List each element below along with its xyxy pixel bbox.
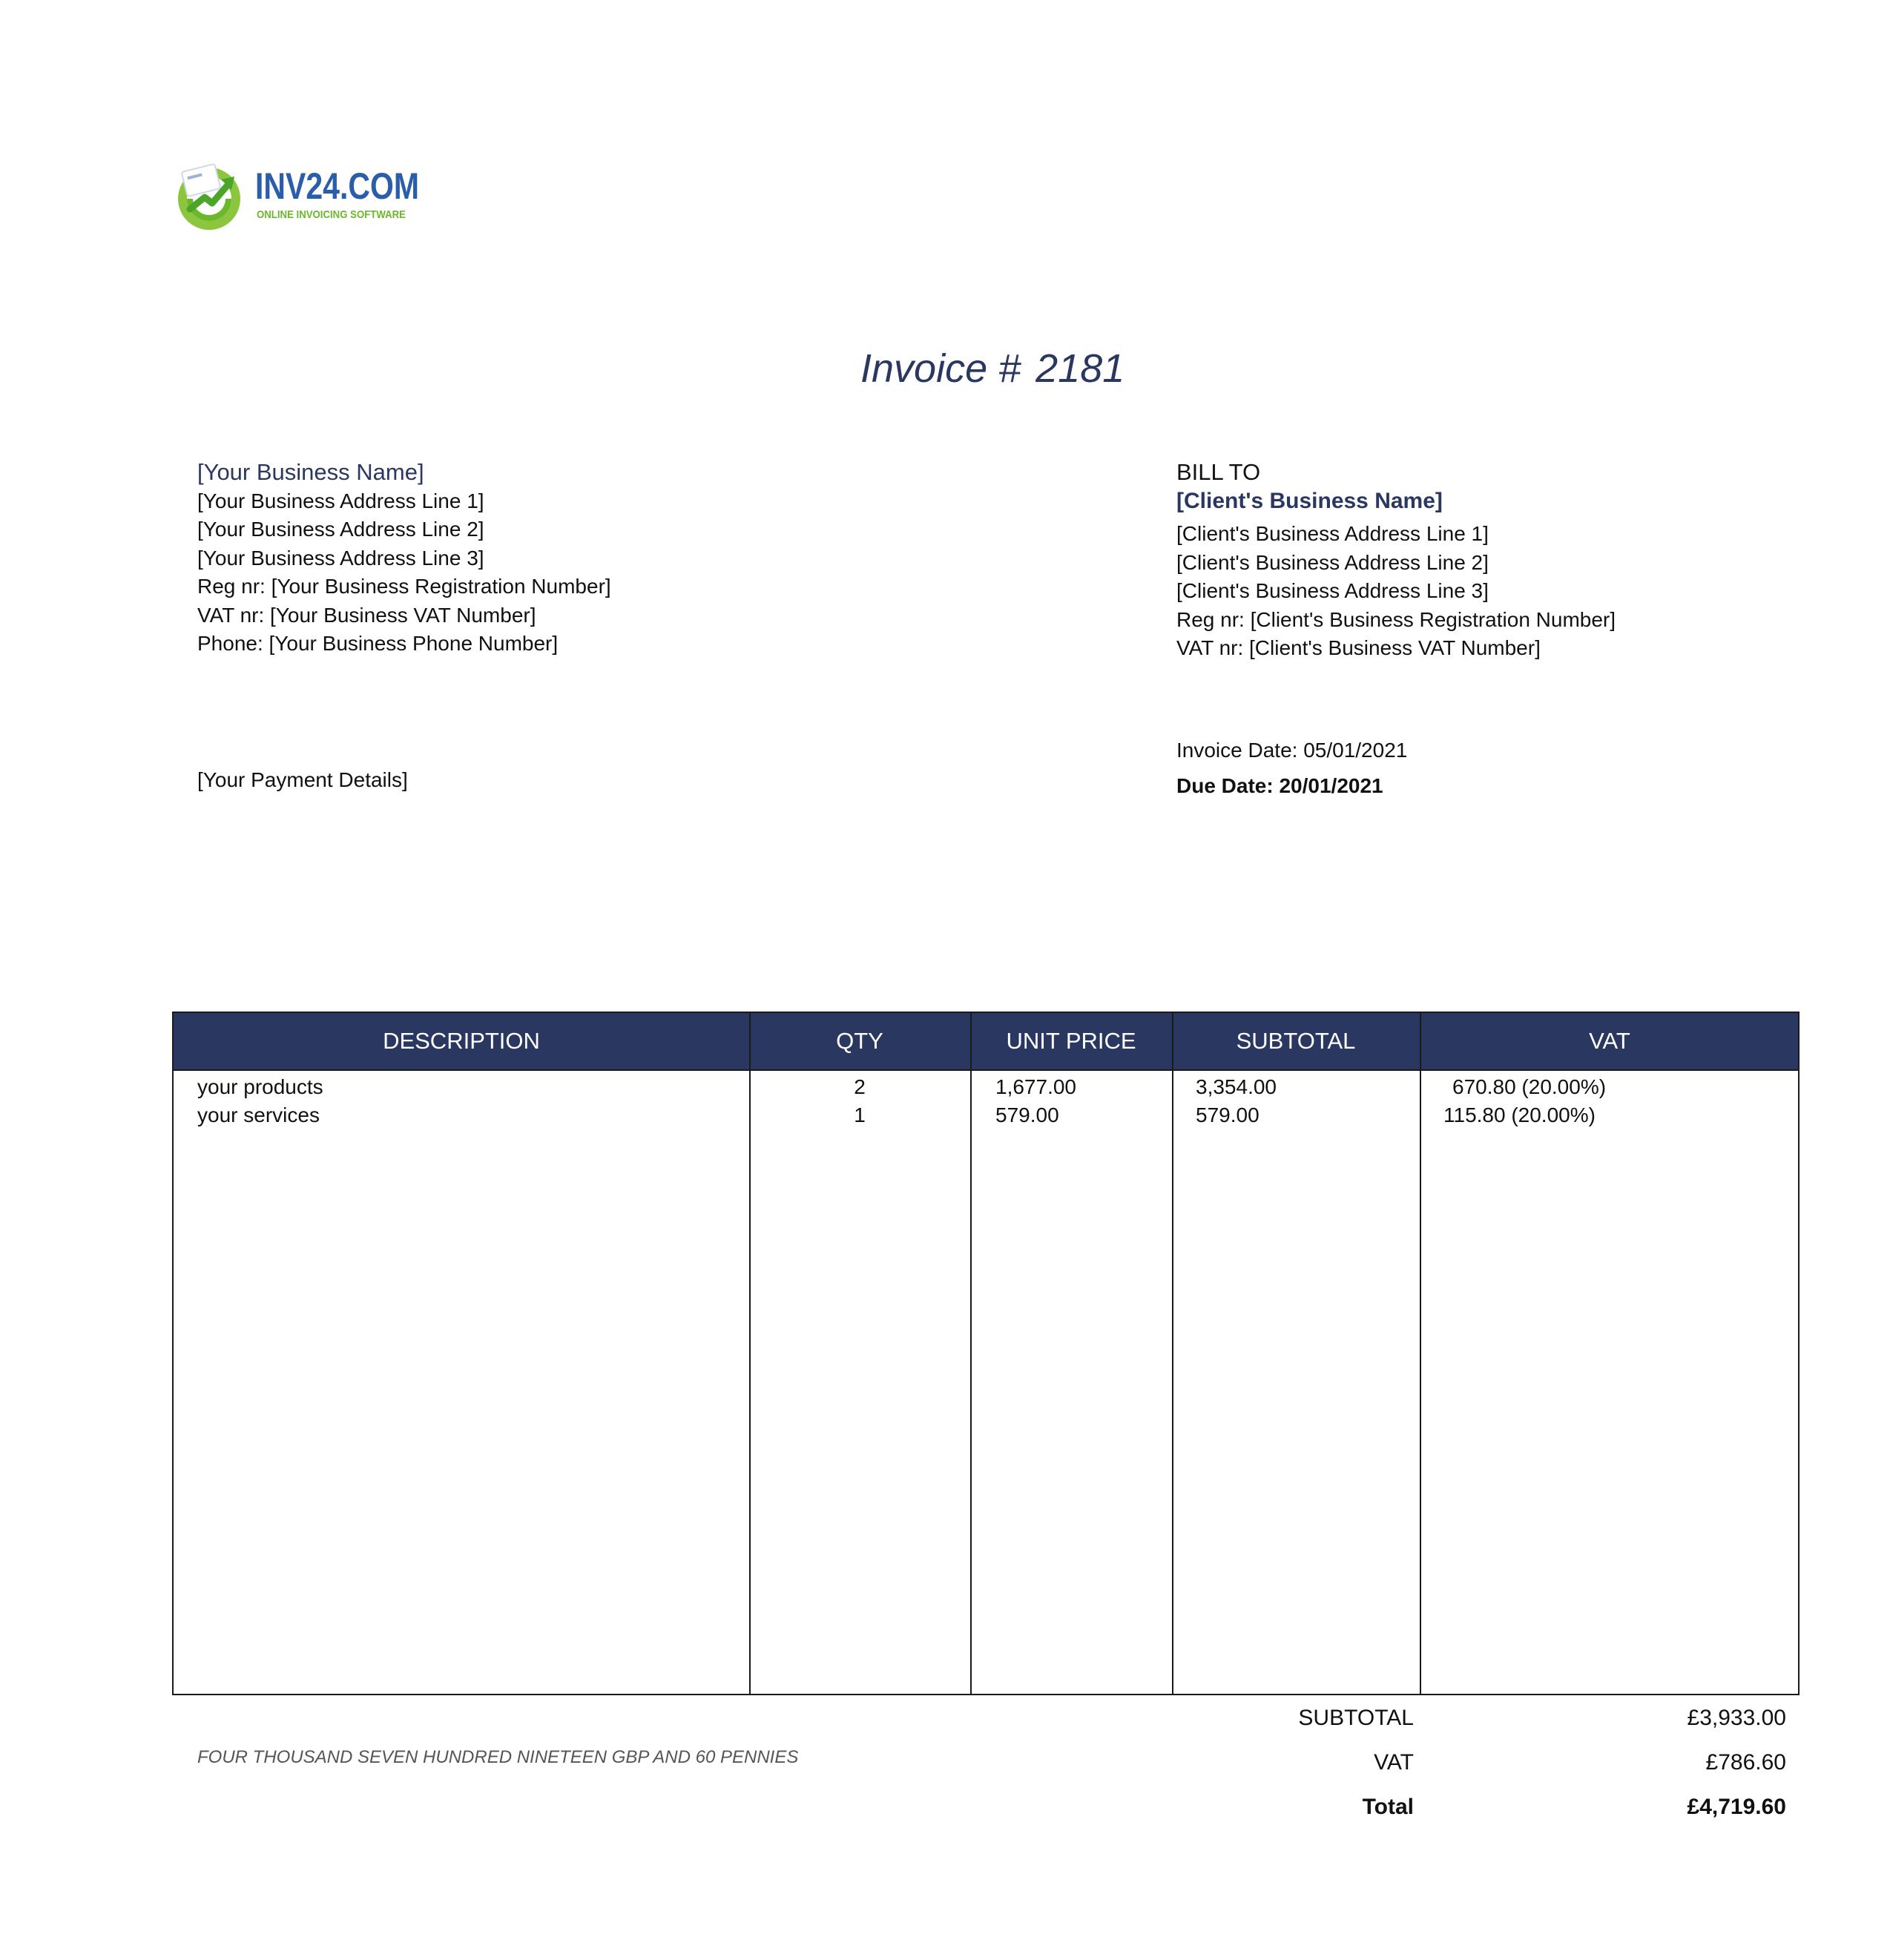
client-reg-number: Reg nr: [Client's Business Registration Number] [1176,607,1616,631]
client-name: [Client's Business Name] [1176,488,1443,513]
seller-address-line-1: [Your Business Address Line 1] [197,489,484,512]
subtotal-label: SUBTOTAL [1298,1706,1414,1730]
seller-vat-number: VAT nr: [Your Business VAT Number] [197,603,536,627]
item-vat: 670.80 (20.00%) [1452,1075,1607,1098]
subtotal-value: £3,933.00 [1687,1706,1786,1730]
payment-details: [Your Payment Details] [197,768,408,791]
client-address-line-3: [Client's Business Address Line 3] [1176,579,1489,602]
invoice-number: 2181 [1035,346,1125,391]
amount-in-words: FOUR THOUSAND SEVEN HUNDRED NINETEEN GBP AND 60 PENNIES [197,1747,799,1767]
bill-to-heading: BILL TO [1176,459,1261,485]
item-qty: 1 [854,1103,866,1126]
client-address-line-1: [Client's Business Address Line 1] [1176,522,1489,545]
invoice-date: Invoice Date: 05/01/2021 [1176,739,1408,762]
column-header-qty: QTY [836,1028,883,1054]
table-row [174,1101,1798,1130]
bill-to-details [1176,458,1616,663]
logo-mark-icon [172,160,246,231]
invoice-title-label: Invoice # [860,346,1021,391]
column-header-subtotal: SUBTOTAL [1236,1028,1356,1054]
due-date: Due Date: 20/01/2021 [1176,774,1383,797]
column-header-unit-price: UNIT PRICE [1006,1028,1136,1054]
line-items-table [172,1012,1800,1695]
seller-address-line-3: [Your Business Address Line 3] [197,546,484,570]
total-label: Total [1362,1795,1414,1819]
client-address-line-2: [Client's Business Address Line 2] [1176,550,1489,574]
vat-label: VAT [1374,1750,1414,1775]
seller-name: [Your Business Name] [197,459,424,485]
item-description: your products [197,1075,323,1098]
total-value: £4,719.60 [1687,1795,1786,1819]
item-subtotal: 579.00 [1196,1103,1260,1126]
table-row [174,1072,1798,1102]
item-qty: 2 [854,1075,866,1098]
invoice-dates [1176,733,1407,804]
column-header-description: DESCRIPTION [383,1028,540,1054]
item-unit-price: 579.00 [995,1103,1059,1126]
logo-tagline: ONLINE INVOICING SOFTWARE [257,208,406,221]
vat-value: £786.60 [1705,1750,1786,1775]
seller-address-line-2: [Your Business Address Line 2] [197,518,484,541]
column-header-vat: VAT [1589,1028,1630,1054]
seller-phone: Phone: [Your Business Phone Number] [197,632,559,655]
invoice-title [860,346,1125,392]
table-header [174,1013,1798,1071]
item-vat: 115.80 (20.00%) [1443,1103,1596,1126]
client-vat-number: VAT nr: [Client's Business VAT Number] [1176,636,1541,659]
item-subtotal: 3,354.00 [1196,1075,1277,1098]
logo-brand-text: INV24.COM [255,165,420,207]
seller-details [197,458,611,659]
seller-reg-number: Reg nr: [Your Business Registration Number] [197,575,611,598]
company-logo [172,160,420,231]
item-unit-price: 1,677.00 [995,1075,1076,1098]
item-description: your services [197,1103,320,1126]
